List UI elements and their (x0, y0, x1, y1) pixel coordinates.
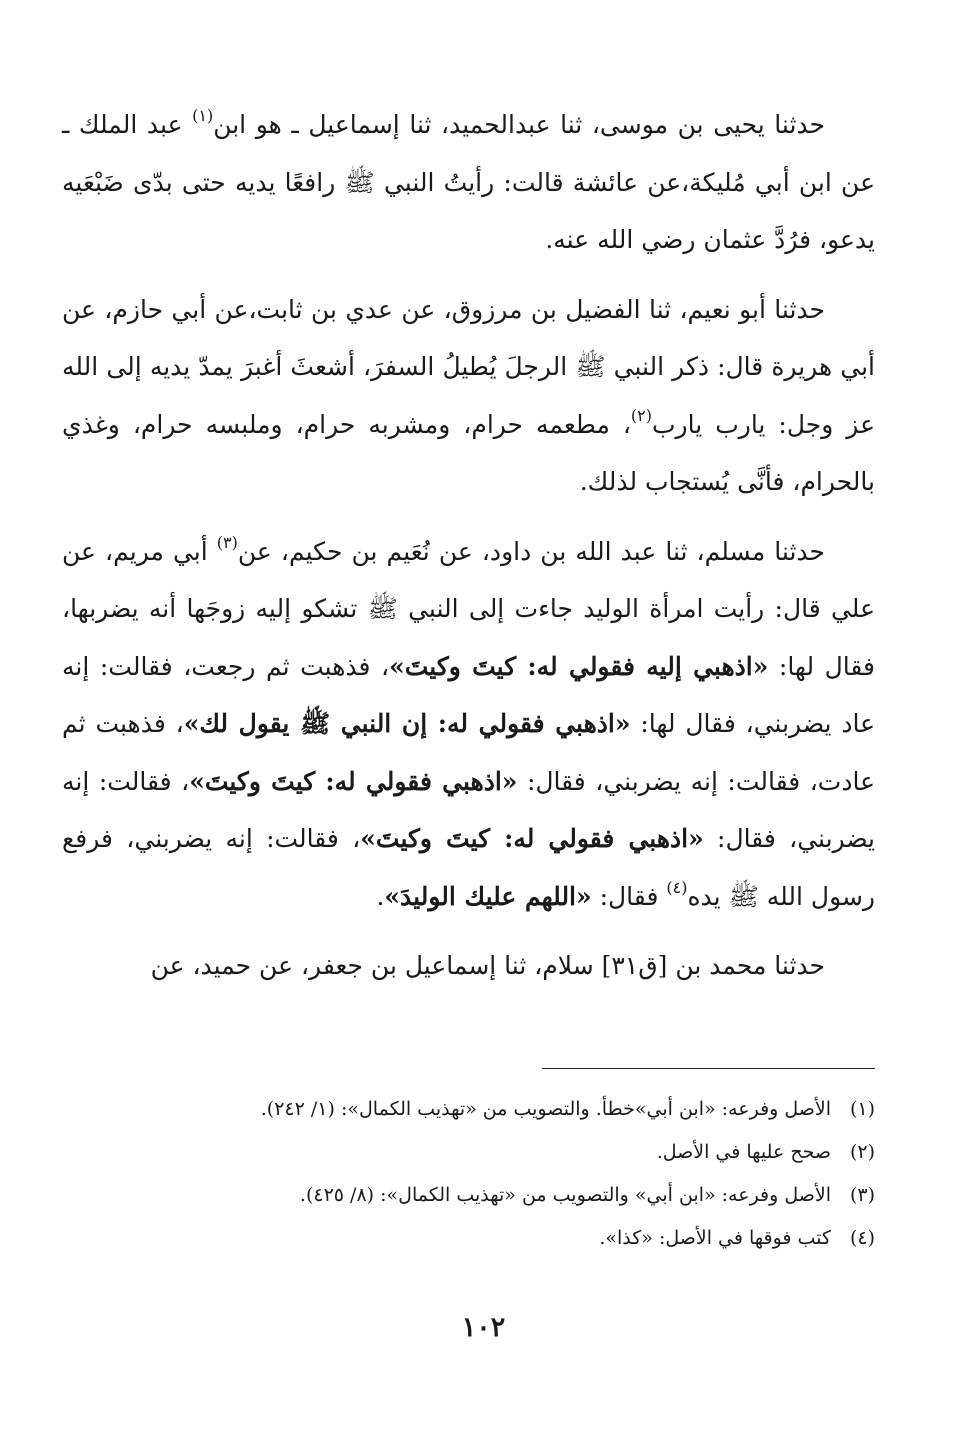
footnote-number: (٢) (849, 1141, 875, 1163)
footnote-separator (542, 1068, 875, 1069)
footnote-marker: (٢) (630, 405, 653, 425)
text-segment: حدثنا أبو نعيم، ثنا الفضيل بن مرزوق، عن عدي بن ثابت،عن أبي حازم، عن أبي هريرة قال: ذكر النبي ﷺ الرجلَ يُطيلُ السفرَ، أشعثَ أغبرَ يمدّ يديه إلى الله عز وجل: يارب يارب (62, 294, 875, 439)
paragraph (62, 523, 875, 926)
footnote (62, 1088, 875, 1131)
paragraph (62, 281, 875, 511)
footnote-text: الأصل وفرعه: «ابن أبي»خطأ. والتصويب من «تهذيب الكمال»: (١/ ٢٤٢). (260, 1098, 831, 1120)
quoted-speech: «اذهبي فقولي له: كيتَ وكيتَ» (189, 766, 518, 796)
footnote-text: كتب فوقها في الأصل: «كذا». (599, 1227, 831, 1249)
footnote-marker: (٣) (216, 532, 238, 552)
main-text (62, 96, 875, 1007)
quoted-speech: «اللهم عليك الوليدَ» (384, 881, 592, 911)
paragraph (62, 937, 875, 995)
quoted-speech: «اذهبي فقولي له: كيتَ وكيتَ» (360, 824, 704, 853)
footnote-marker: (٤) (666, 877, 688, 897)
page-number: ١٠٢ (461, 1312, 506, 1343)
text-segment: أبي مريم، عن علي قال: رأيت امرأة الوليد جاءت إلى النبي ﷺ تشكو إليه زوجَها أنه يضربها، فقال لها: (62, 536, 876, 681)
text-segment: حدثنا يحيى بن موسى، ثنا عبدالحميد، ثنا إسماعيل ـ هو ابن (213, 110, 825, 139)
footnote-marker: (١) (192, 106, 214, 125)
text-segment: عبد الملك ـ عن ابن أبي مُليكة،عن عائشة قالت: رأيتُ النبي ﷺ رافعًا يديه حتى بدّى ضَبْعَيه يدعو، فرُدَّ عثمان رضي الله عنه. (62, 110, 875, 254)
footnote (62, 1217, 875, 1260)
text-segment: ، فقالت: إنه يضربني، فقال: (62, 766, 875, 853)
quoted-speech: «اذهبي إليه فقولي له: كيتَ وكيتَ» (389, 651, 769, 681)
footnotes (62, 1088, 875, 1260)
text-segment: ، فذهبت ثم رجعت، فقالت: إنه عاد يضربني، فقال لها: (62, 651, 875, 738)
footnote (62, 1131, 875, 1174)
quoted-speech: «اذهبي فقولي له: إن النبي ﷺ يقول لك» (183, 709, 631, 738)
footnote-number: (١) (849, 1098, 875, 1120)
footnote-number: (٤) (849, 1227, 875, 1249)
text-segment: . (376, 881, 385, 911)
text-segment: حدثنا مسلم، ثنا عبد الله بن داود، عن نُعَيم بن حكيم، عن (237, 536, 825, 566)
text-segment: ، مطعمه حرام، ومشربه حرام، وملبسه حرام، وغذي بالحرام، فأنَّى يُستجاب لذلك. (62, 409, 875, 496)
text-segment: ، فقالت: إنه يضربني، فرفع رسول الله ﷺ يده (62, 824, 875, 911)
text-segment: ، فذهبت ثم عادت، فقالت: إنه يضربني، فقال: (62, 709, 875, 796)
footnote-text: الأصل وفرعه: «ابن أبي» والتصويب من «تهذيب الكمال»: (٨/ ٤٢٥). (299, 1184, 831, 1206)
text-segment: فقال: (591, 881, 667, 911)
footnote (62, 1174, 875, 1217)
footnote-number: (٣) (849, 1184, 875, 1206)
paragraph (62, 96, 875, 269)
text-segment: حدثنا محمد بن [ق٣١] سلام، ثنا إسماعيل بن جعفر، عن حميد، عن (150, 951, 825, 980)
footnote-text: صحح عليها في الأصل. (656, 1141, 831, 1163)
